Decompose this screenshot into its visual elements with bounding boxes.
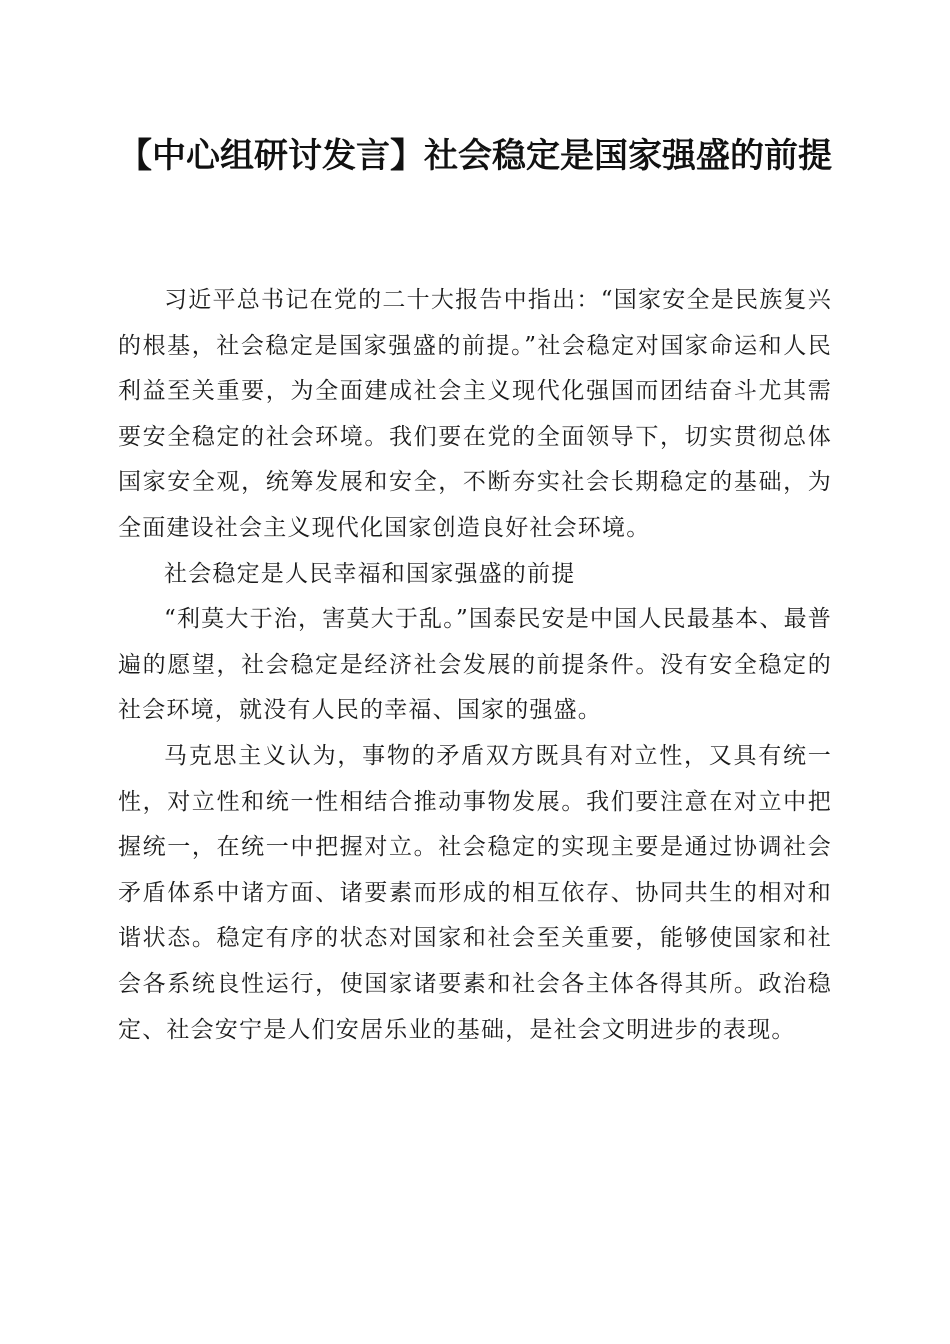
- section-heading: 社会稳定是人民幸福和国家强盛的前提: [164, 560, 576, 587]
- body-paragraph: 马克思主义认为，事物的矛盾双方既具有对立性，又具有统一性，对立性和统一性相结合推动事物发展。我们要注意在对立中把握统一，在统一中把握对立。社会稳定的实现主要是通过协调社会矛盾体系中诸方面、诸要素而形成的相互依存、协同共生的相对和谐状态。稳定有序的状态对国家和社会至关重要，能够使国家和社会各系统良性运行，使国家诸要素和社会各主体各得其所。政治稳定、社会安宁是人们安居乐业的基础，是社会文明进步的表现。: [118, 742, 832, 1043]
- intro-paragraph: 习近平总书记在党的二十大报告中指出：“国家安全是民族复兴的根基，社会稳定是国家强盛的前提。”社会稳定对国家命运和人民利益至关重要，为全面建成社会主义现代化强国而团结奋斗尤其需要安全稳定的社会环境。我们要在党的全面领导下，切实贯彻总体国家安全观，统筹发展和安全，不断夯实社会长期稳定的基础，为全面建设社会主义现代化国家创造良好社会环境。: [118, 287, 832, 541]
- document-title: 【中心组研讨发言】社会稳定是国家强盛的前提: [118, 136, 832, 176]
- body-paragraph: “利莫大于治，害莫大于乱。”国泰民安是中国人民最基本、最普遍的愿望，社会稳定是经济社会发展的前提条件。没有安全稳定的社会环境，就没有人民的幸福、国家的强盛。: [118, 606, 832, 724]
- document-body: [118, 278, 832, 1053]
